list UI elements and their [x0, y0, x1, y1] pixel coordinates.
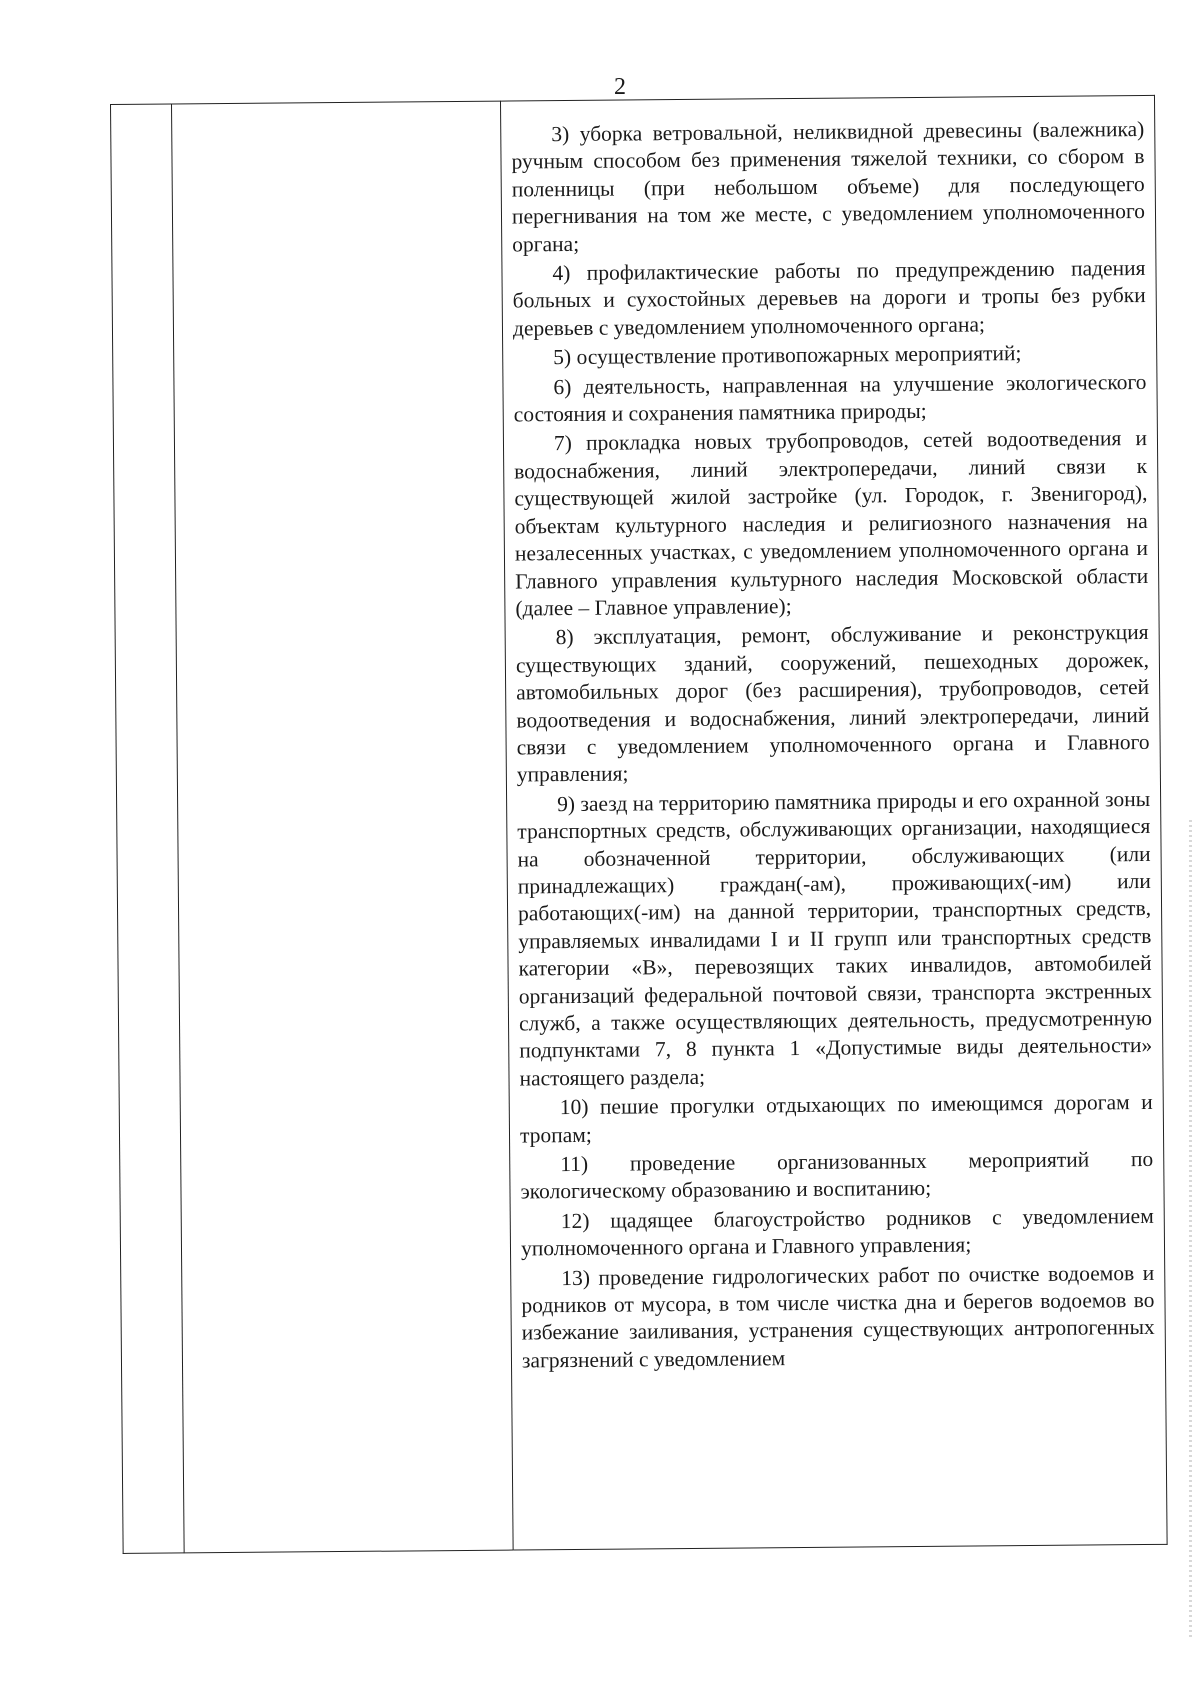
list-item: 3) уборка ветровальной, неликвидной древесины (валежника) ручным способом без применения тяжелой техники, со сбором в поленницы (при небольшом объеме) для последующего перегнивания на том же месте, с уведомлением уполномоченного органа; — [511, 116, 1146, 257]
list-item: 13) проведение гидрологических работ по очистке водоемов и родников от мусора, в том числе чистка дна и берегов водоемов во избежание заиливания, устранения существующих антропогенных загрязнений с уведомлением — [521, 1260, 1155, 1373]
table-row — [111, 95, 1168, 1553]
list-item: 7) прокладка новых трубопроводов, сетей водоотведения и водоснабжения, линий электропередачи, линий связи к существующей жилой застройке (ул. Городок, г. Звенигород), объектам культурного наследия и религиозного назначения на незалесенных участках, с уведомлением уполномоченного органа и Главного управления культурного наследия Московской области (далее – Главное управление); — [514, 426, 1149, 621]
scan-edge-mark — [1189, 820, 1192, 1640]
list-item: 4) профилактические работы по предупреждению падения больных и сухостойных деревьев на дороги и тропы без рубки деревьев с уведомлением уполномоченного органа; — [512, 256, 1146, 341]
list-item: 10) пешие прогулки отдыхающих по имеющимся дорогам и тропам; — [519, 1090, 1153, 1148]
permitted-activities-list — [501, 96, 1165, 1375]
regulations-table — [110, 95, 1168, 1554]
table-cell-content — [500, 95, 1167, 1550]
page-number: 2 — [614, 74, 626, 100]
list-item: 6) деятельность, направленная на улучшение экологического состояния и сохранения памятника природы; — [513, 369, 1147, 427]
list-item: 5) осуществление противопожарных мероприятий; — [553, 341, 1022, 370]
list-item: 9) заезд на территорию памятника природы и его охранной зоны транспортных средств, обслуживающих организации, находящиеся на обозначенной территории, обслуживающих (или принадлежащих) граждан(-ам), проживающих(-им) или работающих(-им) на данной территории, транспортных средств, управляемых инвалидами I и II групп или транспортных средств категории «В», перевозящих таких инвалидов, автомобилей организаций федеральной почтовой связи, транспорта экстренных служб, а также осуществляющих деятельность, предусмотренную подпунктами 7, 8 пункта 1 «Допустимые виды деятельности» настоящего раздела; — [517, 786, 1153, 1091]
list-item: 12) щадящее благоустройство родников с уведомлением уполномоченного органа и Главного управления; — [520, 1203, 1154, 1261]
list-item: 11) проведение организованных мероприятий по экологическому образованию и воспитанию; — [520, 1146, 1154, 1204]
list-item: 8) эксплуатация, ремонт, обслуживание и реконструкция существующих зданий, сооружений, пешеходных дорожек, автомобильных дорог (без расширения), трубопроводов, сетей водоотведения и водоснабжения, линий электропередачи, линий связи с уведомлением уполномоченного органа и Главного управления; — [515, 620, 1150, 787]
table-cell-title — [172, 101, 514, 1553]
